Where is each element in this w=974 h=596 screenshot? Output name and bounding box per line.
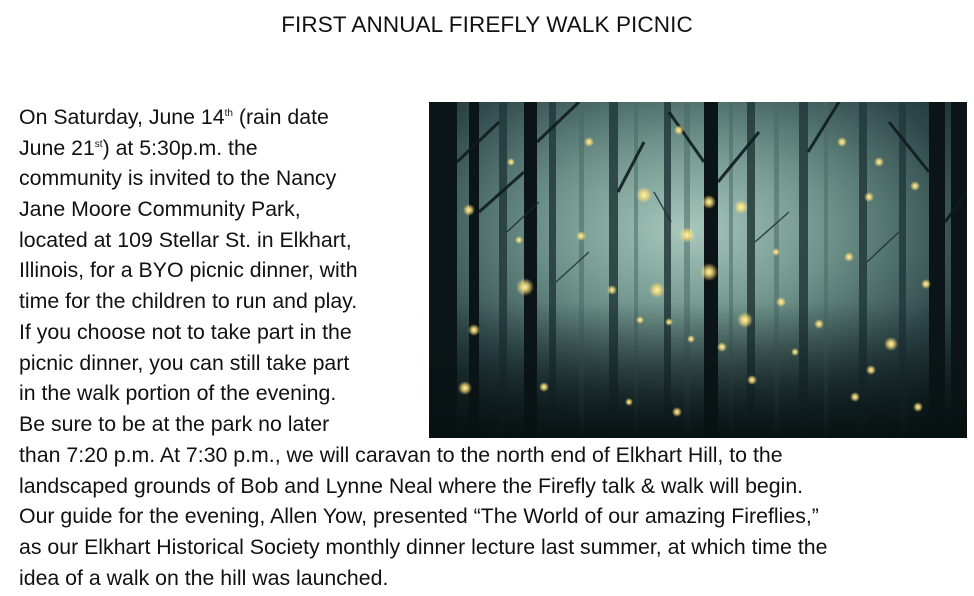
text-line: Be sure to be at the park no later bbox=[19, 411, 330, 436]
text-line: Illinois, for a BYO picnic dinner, with bbox=[19, 258, 358, 283]
firefly-forest-photo bbox=[429, 102, 967, 438]
text-line: in the walk portion of the evening. bbox=[19, 381, 337, 406]
text-line: If you choose not to take part in the bbox=[19, 319, 352, 344]
text-line: Jane Moore Community Park, bbox=[19, 197, 301, 222]
text-line: located at 109 Stellar St. in Elkhart, bbox=[19, 227, 352, 252]
text-line: community is invited to the Nancy bbox=[19, 166, 337, 191]
intro-paragraph bbox=[19, 102, 419, 440]
text-line: landscaped grounds of Bob and Lynne Neal where the Firefly talk & walk will begin. bbox=[19, 473, 804, 498]
text-line bbox=[19, 133, 419, 164]
text-fragment: (rain date bbox=[232, 105, 329, 129]
text-line: time for the children to run and play. bbox=[19, 289, 358, 314]
details-paragraph bbox=[19, 440, 969, 593]
firefly-forest-image bbox=[429, 102, 967, 438]
text-line: idea of a walk on the hill was launched. bbox=[19, 565, 389, 590]
page-title: FIRST ANNUAL FIREFLY WALK PICNIC bbox=[281, 12, 693, 37]
text-fragment: ) at 5:30p.m. the bbox=[102, 135, 258, 160]
text-fragment: On Saturday, June 14 bbox=[19, 105, 225, 129]
ordinal-suffix: st bbox=[94, 138, 103, 150]
text-line: Our guide for the evening, Allen Yow, presented “The World of our amazing Fireflies,” bbox=[19, 504, 819, 529]
text-line: picnic dinner, you can still take part bbox=[19, 350, 350, 375]
text-line: as our Elkhart Historical Society monthly dinner lecture last summer, at which time the bbox=[19, 535, 828, 560]
ordinal-suffix: th bbox=[224, 107, 233, 119]
text-line bbox=[19, 102, 419, 133]
text-line: than 7:20 p.m. At 7:30 p.m., we will caravan to the north end of Elkhart Hill, to the bbox=[19, 443, 783, 467]
text-fragment: June 21 bbox=[19, 135, 95, 160]
